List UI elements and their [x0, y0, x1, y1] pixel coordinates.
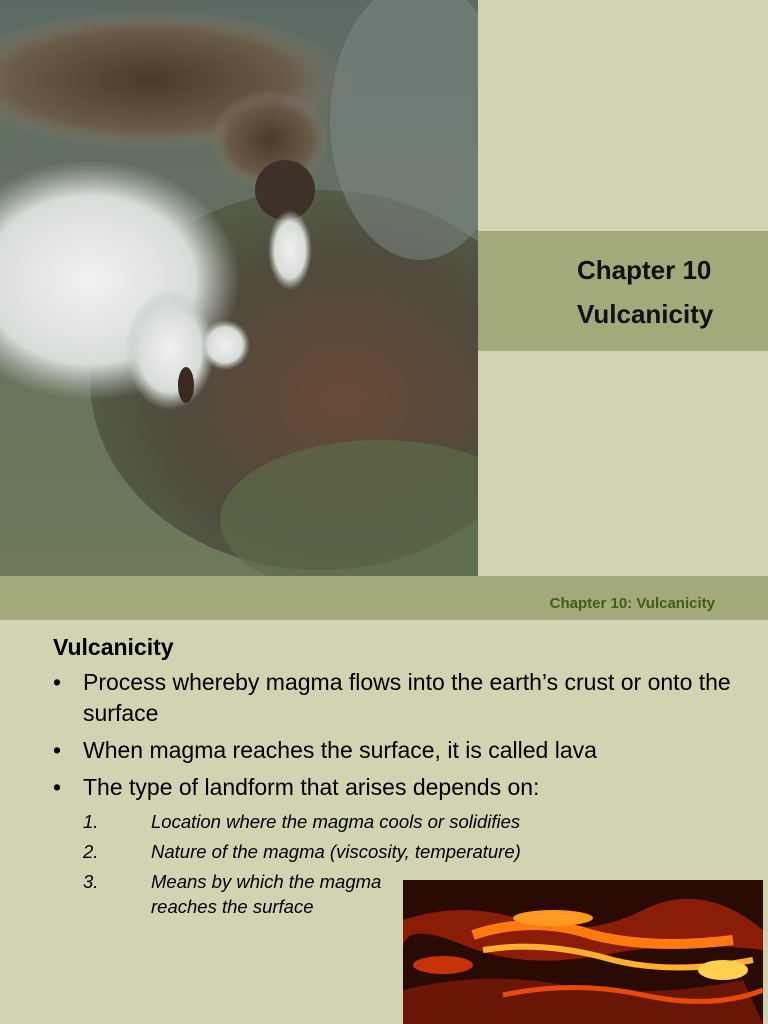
volcano-image [0, 0, 478, 576]
chapter-number: Chapter 10 [577, 255, 712, 285]
bullet-item: • Process whereby magma flows into the earth’s crust or onto the surface [53, 669, 731, 726]
volcano-photo [0, 0, 478, 576]
numbered-item: 2. Nature of the magma (viscosity, temperature) [83, 841, 521, 862]
header-band [0, 576, 768, 620]
numbered-item: 1. Location where the magma cools or solidifies [83, 811, 521, 832]
slide-header: Chapter 10: Vulcanicity [549, 595, 715, 612]
chapter-title: Vulcanicity [577, 299, 714, 329]
content-heading: Vulcanicity [53, 634, 174, 660]
lava-image [403, 880, 763, 1024]
slide-content [0, 576, 768, 1024]
numbered-item: 3. Means by which the magma reaches the surface [83, 871, 382, 917]
title-band [478, 231, 768, 351]
bullet-item: • The type of landform that arises depends on: [53, 774, 540, 800]
bullet-item: • When magma reaches the surface, it is called lava [53, 737, 597, 763]
lava-photo [403, 880, 763, 1024]
